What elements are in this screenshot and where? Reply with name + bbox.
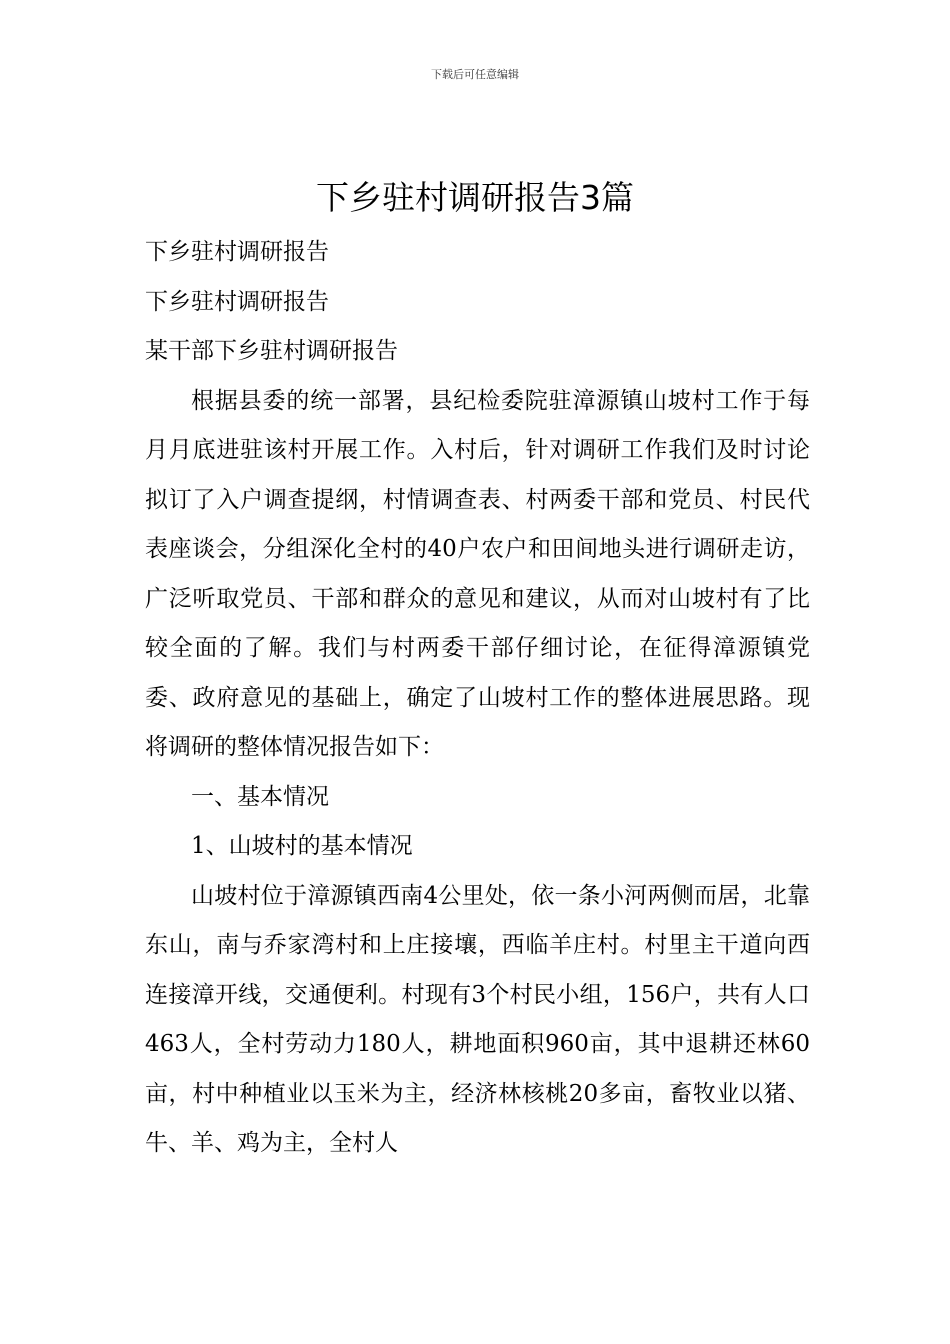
- document-body: [145, 228, 810, 1169]
- section-heading-basic: 一、基本情况: [191, 783, 329, 810]
- paragraph-village-info: 山坡村位于漳源镇西南4公里处，依一条小河两侧而居，北靠东山，南与乔家湾村和上庄接壤，西临羊庄村。村里主干道向西连接漳开线，交通便利。村现有3个村民小组，156户，共有人口463人，全村劳动力180人，耕地面积960亩，其中退耕还林60亩，村中种植业以玉米为主，经济林核桃20多亩，畜牧业以猪、牛、羊、鸡为主，全村人: [145, 882, 810, 1156]
- paragraph-intro: 根据县委的统一部署，县纪检委院驻漳源镇山坡村工作于每月月底进驻该村开展工作。入村后，针对调研工作我们及时讨论拟订了入户调查提纲，村情调查表、村两委干部和党员、村民代表座谈会，分组深化全村的40户农户和田间地头进行调研走访，广泛听取党员、干部和群众的意见和建议，从而对山坡村有了比较全面的了解。我们与村两委干部仔细讨论，在征得漳源镇党委、政府意见的基础上，确定了山坡村工作的整体进展思路。现将调研的整体情况报告如下：: [145, 387, 810, 760]
- document-title: 下乡驻村调研报告3篇: [316, 178, 634, 217]
- subtitle-line-1: 下乡驻村调研报告: [145, 239, 329, 265]
- subsection-heading-village: 1、山坡村的基本情况: [191, 833, 413, 859]
- header-note: 下载后可任意编辑: [431, 68, 519, 81]
- subtitle-line-2: 下乡驻村调研报告: [145, 288, 329, 315]
- subtitle-line-3: 某干部下乡驻村调研报告: [145, 338, 398, 364]
